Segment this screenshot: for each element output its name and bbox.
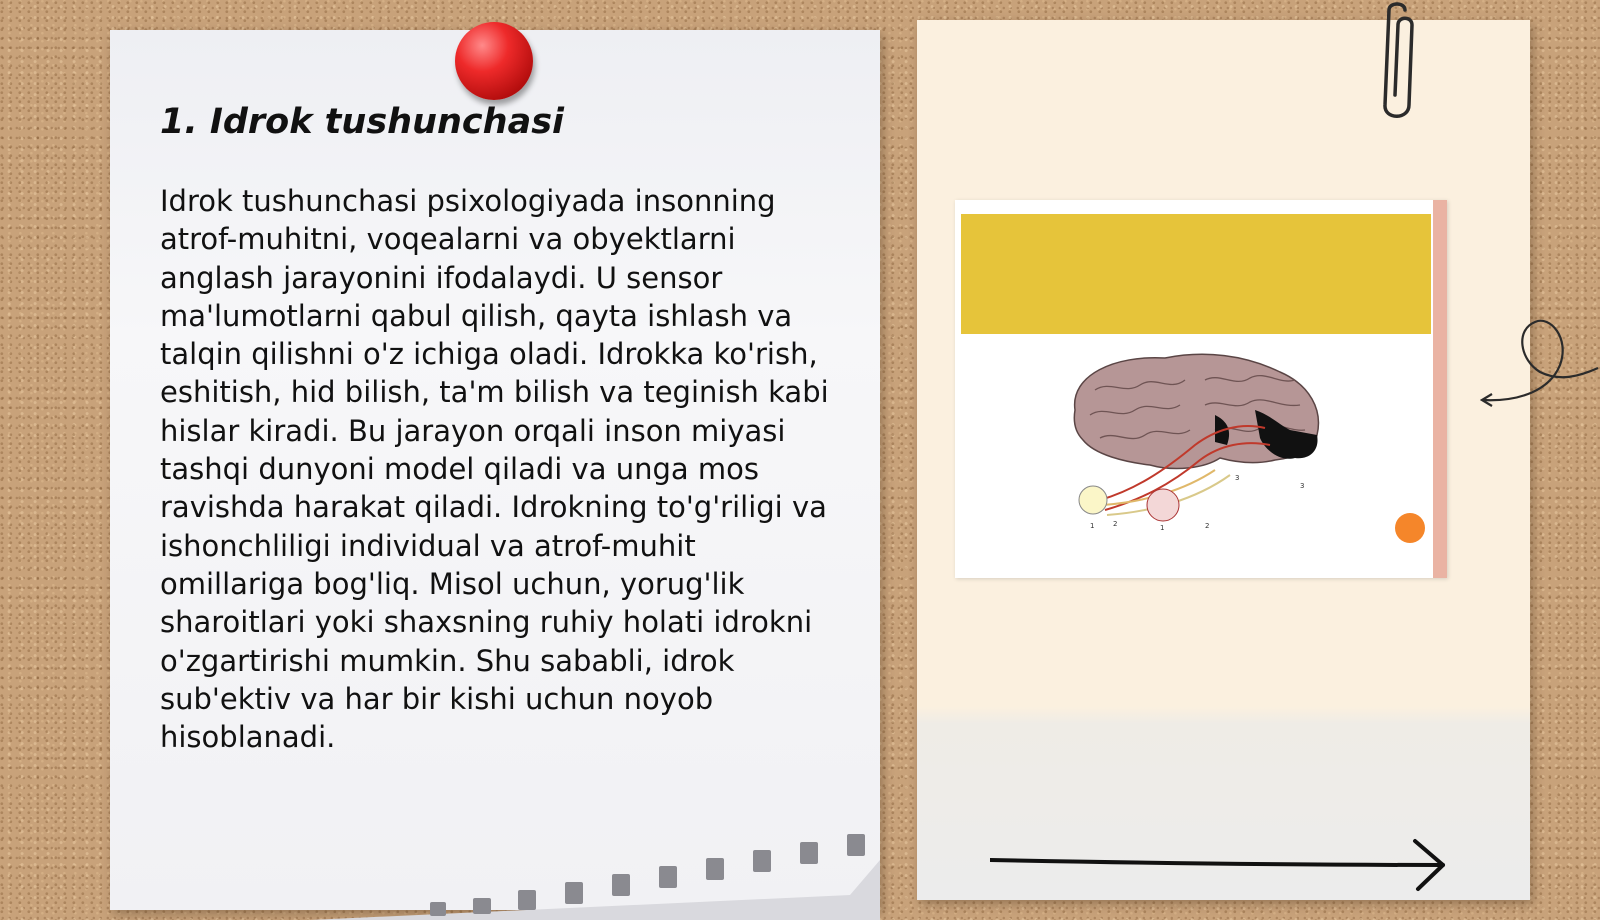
svg-text:2: 2: [1205, 522, 1210, 530]
paper-clip-icon: [1375, 0, 1419, 125]
note-paper: [110, 30, 880, 910]
photo-caption-band: [961, 214, 1431, 334]
svg-text:3: 3: [1235, 474, 1240, 482]
slide-title: 1. Idrok tushunchasi: [160, 102, 565, 142]
orange-dot: [1395, 513, 1425, 543]
svg-text:1: 1: [1160, 524, 1165, 530]
torn-paper-edge: [310, 790, 880, 920]
svg-text:1: 1: [1090, 522, 1095, 530]
photo-side-strip: [1433, 200, 1447, 578]
svg-text:2: 2: [1113, 520, 1118, 528]
arrow-right-icon: [990, 835, 1450, 895]
push-pin-icon: [455, 22, 533, 100]
svg-text:3: 3: [1300, 482, 1305, 490]
brain-photo: [955, 200, 1447, 578]
slide-body-text: Idrok tushunchasi psixologiyada insonning atrof-muhitni, voqealarni va obyektlarni anglash jarayonini ifodalaydi. U sensor ma'lumotlarni qabul qilish, qayta ishlash va talqin qilishni o'z ichiga oladi. Idrokka ko'rish, eshitish, hid bilish, ta'm bilish va teginish kabi hislar kiradi. Bu jarayon orqali inson miyasi tashqi dunyoni model qiladi va unga mos ravishda harakat qiladi. Idrokning to'g'riligi va ishonchliligi individual va atrof-muhit omillariga bog'liq. Misol uchun, yorug'lik sharoitlari yoki shaxsning ruhiy holati idrokni o'zgartirishi mumkin. Shu sababli, idrok sub'ektiv va har bir kishi uchun noyob hisoblanadi.: [160, 184, 829, 755]
brain-illustration: [1055, 350, 1335, 530]
curl-arrow-icon: [1480, 310, 1600, 410]
